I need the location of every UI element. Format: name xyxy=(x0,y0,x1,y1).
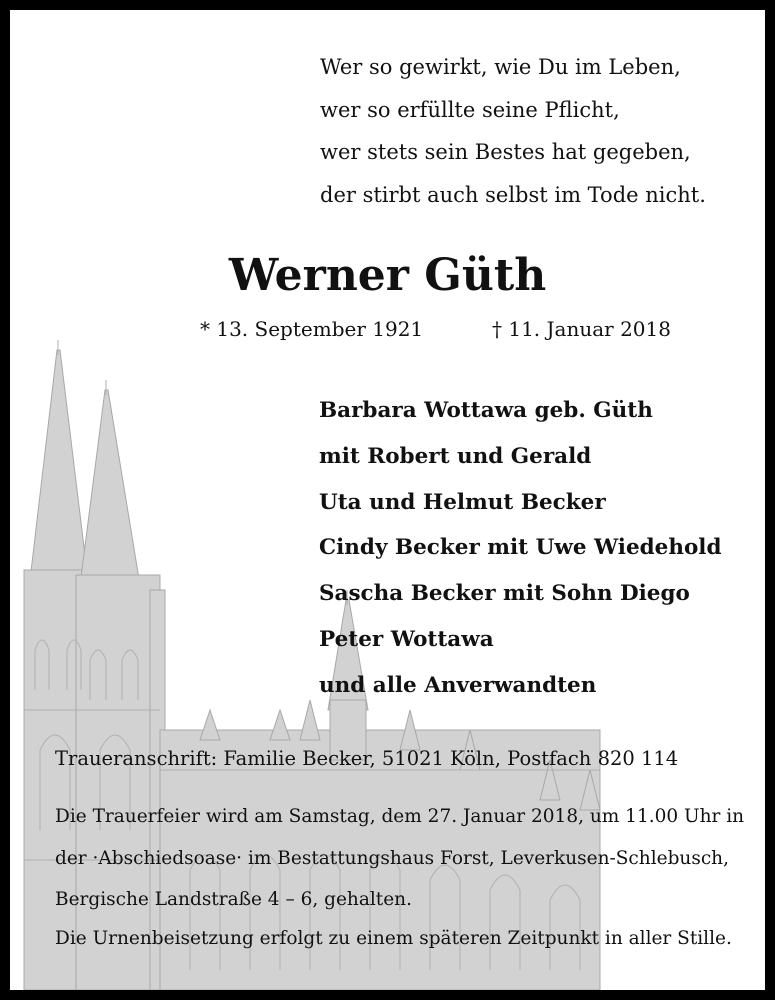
service-line: Bergische Landstraße 4 – 6, gehalten. xyxy=(55,889,412,910)
mourner-line: Barbara Wottawa geb. Güth xyxy=(319,398,653,423)
mourner-line: Uta und Helmut Becker xyxy=(319,489,606,515)
mourner-line: mit Robert und Gerald xyxy=(319,443,592,469)
poem-line: wer stets sein Bestes hat gegeben, xyxy=(320,140,691,164)
service-line: der ·Abschiedsoase· im Bestattungshaus Forst, Leverkusen-Schlebusch, xyxy=(55,847,729,869)
memorial-poem xyxy=(320,46,706,216)
mourner-line: Sascha Becker mit Sohn Diego xyxy=(319,581,690,607)
mourners-list xyxy=(319,388,722,709)
funeral-service-info xyxy=(55,796,745,921)
urn-burial-info: Die Urnenbeisetzung erfolgt zu einem späteren Zeitpunkt in aller Stille. xyxy=(55,928,732,949)
service-line: Die Trauerfeier wird am Samstag, dem 27. Januar 2018, um 11.00 Uhr in xyxy=(55,806,745,827)
poem-line: wer so erfüllte seine Pflicht, xyxy=(320,97,620,122)
mourner-line: und alle Anverwandten xyxy=(319,672,597,698)
mourner-line: Cindy Becker mit Uwe Wiedehold xyxy=(319,535,722,561)
poem-line: der stirbt auch selbst im Tode nicht. xyxy=(320,182,706,207)
poem-line: Wer so gewirkt, wie Du im Leben, xyxy=(320,55,681,79)
death-date: † 11. Januar 2018 xyxy=(492,317,671,341)
mourning-address: Traueranschrift: Familie Becker, 51021 Köln, Postfach 820 114 xyxy=(55,747,679,770)
deceased-name: Werner Güth xyxy=(228,250,547,301)
birth-date: * 13. September 1921 xyxy=(200,317,424,341)
mourner-line: Peter Wottawa xyxy=(319,626,494,652)
